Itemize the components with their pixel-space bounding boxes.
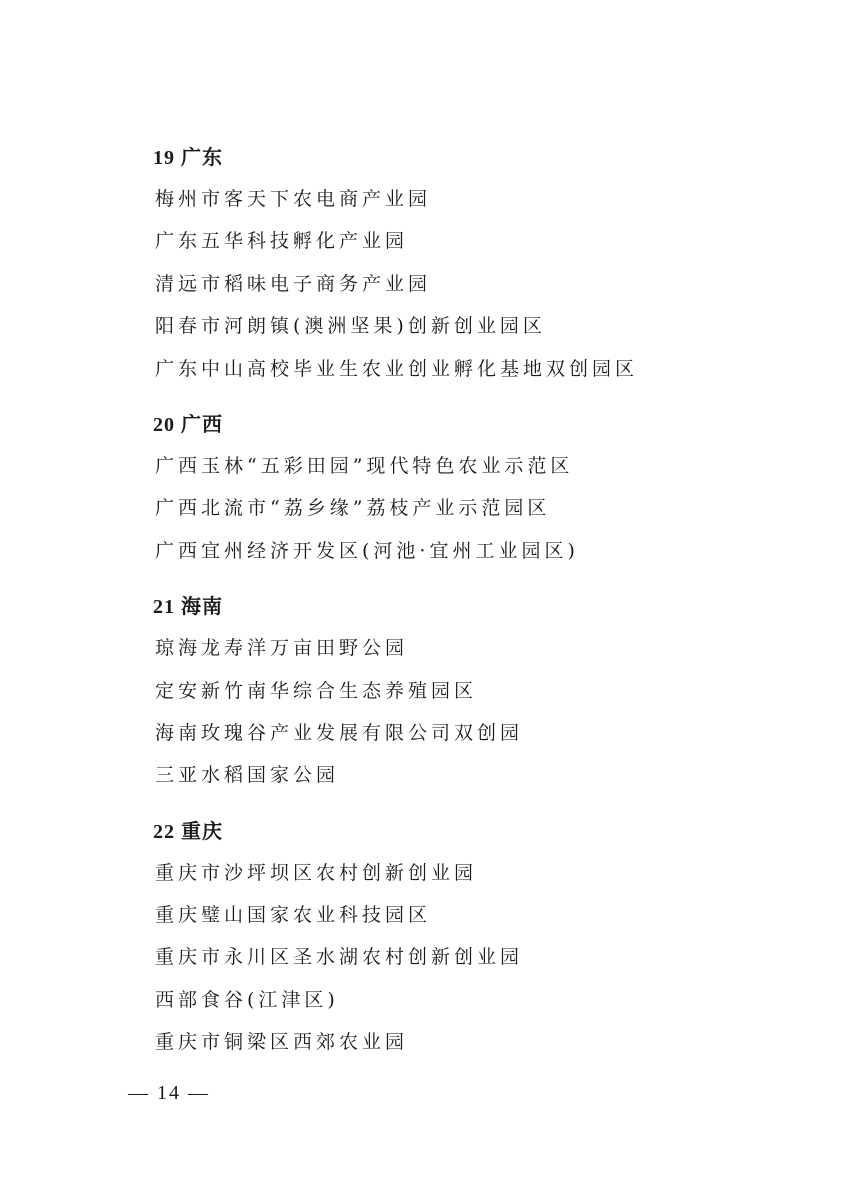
list-item: 广东中山高校毕业生农业创业孵化基地双创园区 (155, 358, 639, 380)
section-heading-20 (153, 410, 223, 439)
list-item: 重庆市铜梁区西郊农业园 (155, 1031, 409, 1053)
section-number: 20 (153, 414, 175, 436)
list-item: 广东五华科技孵化产业园 (155, 230, 409, 252)
list-item: 重庆市沙坪坝区农村创新创业园 (155, 862, 478, 884)
list-item: 定安新竹南华综合生态养殖园区 (155, 680, 478, 702)
section-name: 重庆 (181, 819, 223, 843)
section-heading-21 (153, 592, 223, 621)
section-heading-19 (153, 143, 223, 172)
list-item: 广西玉林“五彩田园”现代特色农业示范区 (155, 455, 574, 477)
list-item: 琼海龙寿洋万亩田野公园 (155, 637, 409, 659)
list-item: 梅州市客天下农电商产业园 (155, 188, 432, 210)
section-number: 19 (153, 147, 175, 169)
list-item: 清远市稻味电子商务产业园 (155, 273, 432, 295)
section-name: 广西 (181, 412, 223, 436)
list-item: 重庆市永川区圣水湖农村创新创业园 (155, 946, 524, 968)
section-name: 广东 (181, 145, 223, 169)
list-item: 阳春市河朗镇(澳洲坚果)创新创业园区 (155, 315, 546, 337)
section-number: 21 (153, 596, 175, 618)
list-item: 西部食谷(江津区) (155, 989, 339, 1011)
section-name: 海南 (181, 594, 223, 618)
list-item: 广西北流市“荔乡缘”荔枝产业示范园区 (155, 497, 551, 519)
page-number: — 14 — (128, 1082, 210, 1104)
list-item: 海南玫瑰谷产业发展有限公司双创园 (155, 722, 524, 744)
list-item: 重庆璧山国家农业科技园区 (155, 904, 432, 926)
list-item: 三亚水稻国家公园 (155, 764, 340, 786)
list-item: 广西宜州经济开发区(河池·宜州工业园区) (155, 540, 579, 562)
section-heading-22 (153, 817, 223, 846)
section-number: 22 (153, 821, 175, 843)
